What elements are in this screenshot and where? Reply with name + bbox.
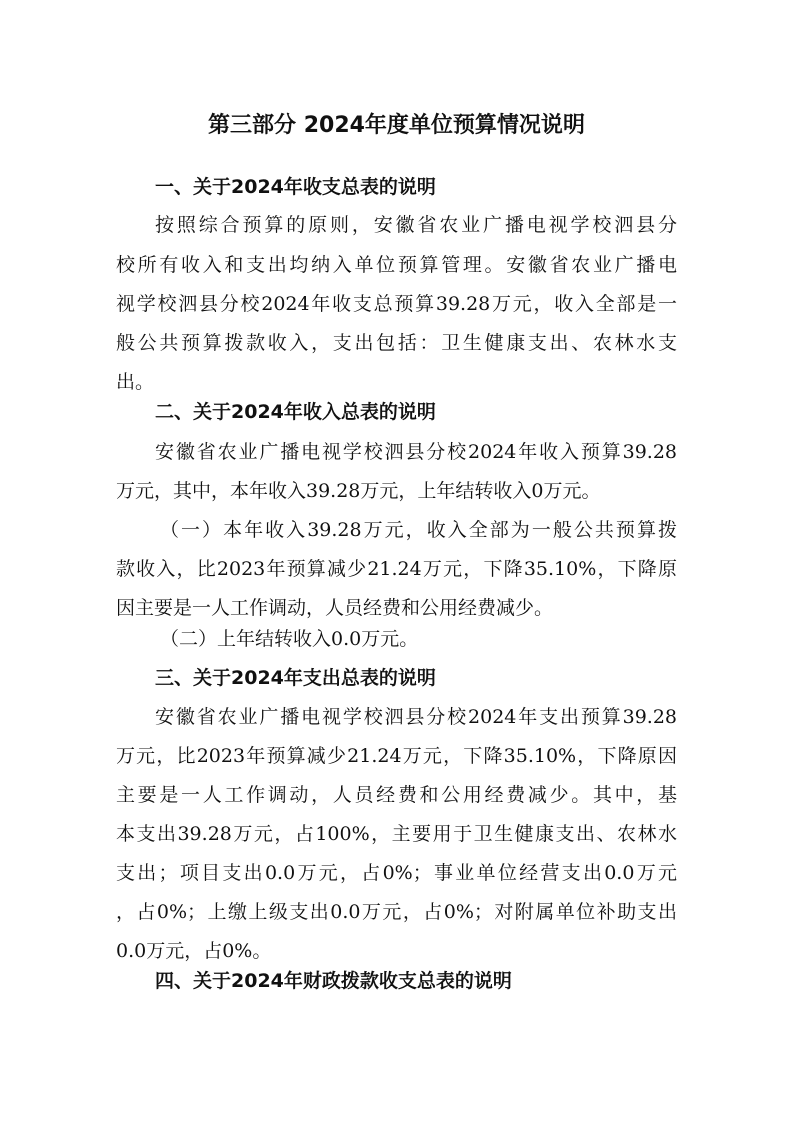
paragraph-line: 万元，其中，本年收入39.28万元，上年结转收入0万元。 — [116, 480, 601, 502]
paragraph-line: 出。 — [116, 371, 155, 393]
paragraph-line: 本支出39.28万元，占100%，主要用于卫生健康支出、农林水 — [116, 823, 677, 845]
paragraph-line: （一）本年收入39.28万元，收入全部为一般公共预算拨 — [160, 519, 677, 541]
paragraph-line: 视学校泗县分校2024年收支总预算39.28万元，收入全部是一 — [116, 293, 677, 315]
paragraph-line: （二）上年结转收入0.0万元。 — [160, 628, 419, 650]
paragraph-line: 主要是一人工作调动，人员经费和公用经费减少。其中，基 — [116, 784, 677, 806]
paragraph-line: 按照综合预算的原则，安徽省农业广播电视学校泗县分 — [155, 214, 677, 236]
section-heading-4: 四、关于2024年财政拨款收支总表的说明 — [155, 970, 512, 992]
paragraph-line: 因主要是一人工作调动，人员经费和公用经费减少。 — [116, 597, 554, 619]
section-heading-1: 一、关于2024年收支总表的说明 — [155, 176, 436, 198]
page-title: 第三部分 2024年度单位预算情况说明 — [208, 113, 585, 138]
paragraph-line: 支出；项目支出0.0万元，占0%；事业单位经营支出0.0万元 — [116, 862, 677, 884]
paragraph-line: 校所有收入和支出均纳入单位预算管理。安徽省农业广播电 — [116, 254, 677, 276]
section-heading-2: 二、关于2024年收入总表的说明 — [155, 401, 436, 423]
paragraph-line: 0.0万元，占0%。 — [116, 940, 272, 962]
section-heading-3: 三、关于2024年支出总表的说明 — [155, 667, 436, 689]
paragraph-line: 万元，比2023年预算减少21.24万元，下降35.10%，下降原因 — [116, 745, 677, 767]
paragraph-line: 安徽省农业广播电视学校泗县分校2024年支出预算39.28 — [155, 706, 677, 728]
paragraph-line: 款收入，比2023年预算减少21.24万元，下降35.10%，下降原 — [116, 558, 677, 580]
paragraph-line: 般公共预算拨款收入，支出包括：卫生健康支出、农林水支 — [116, 332, 677, 354]
paragraph-line: ，占0%；上缴上级支出0.0万元，占0%；对附属单位补助支出 — [116, 901, 677, 923]
paragraph-line: 安徽省农业广播电视学校泗县分校2024年收入预算39.28 — [155, 441, 677, 463]
